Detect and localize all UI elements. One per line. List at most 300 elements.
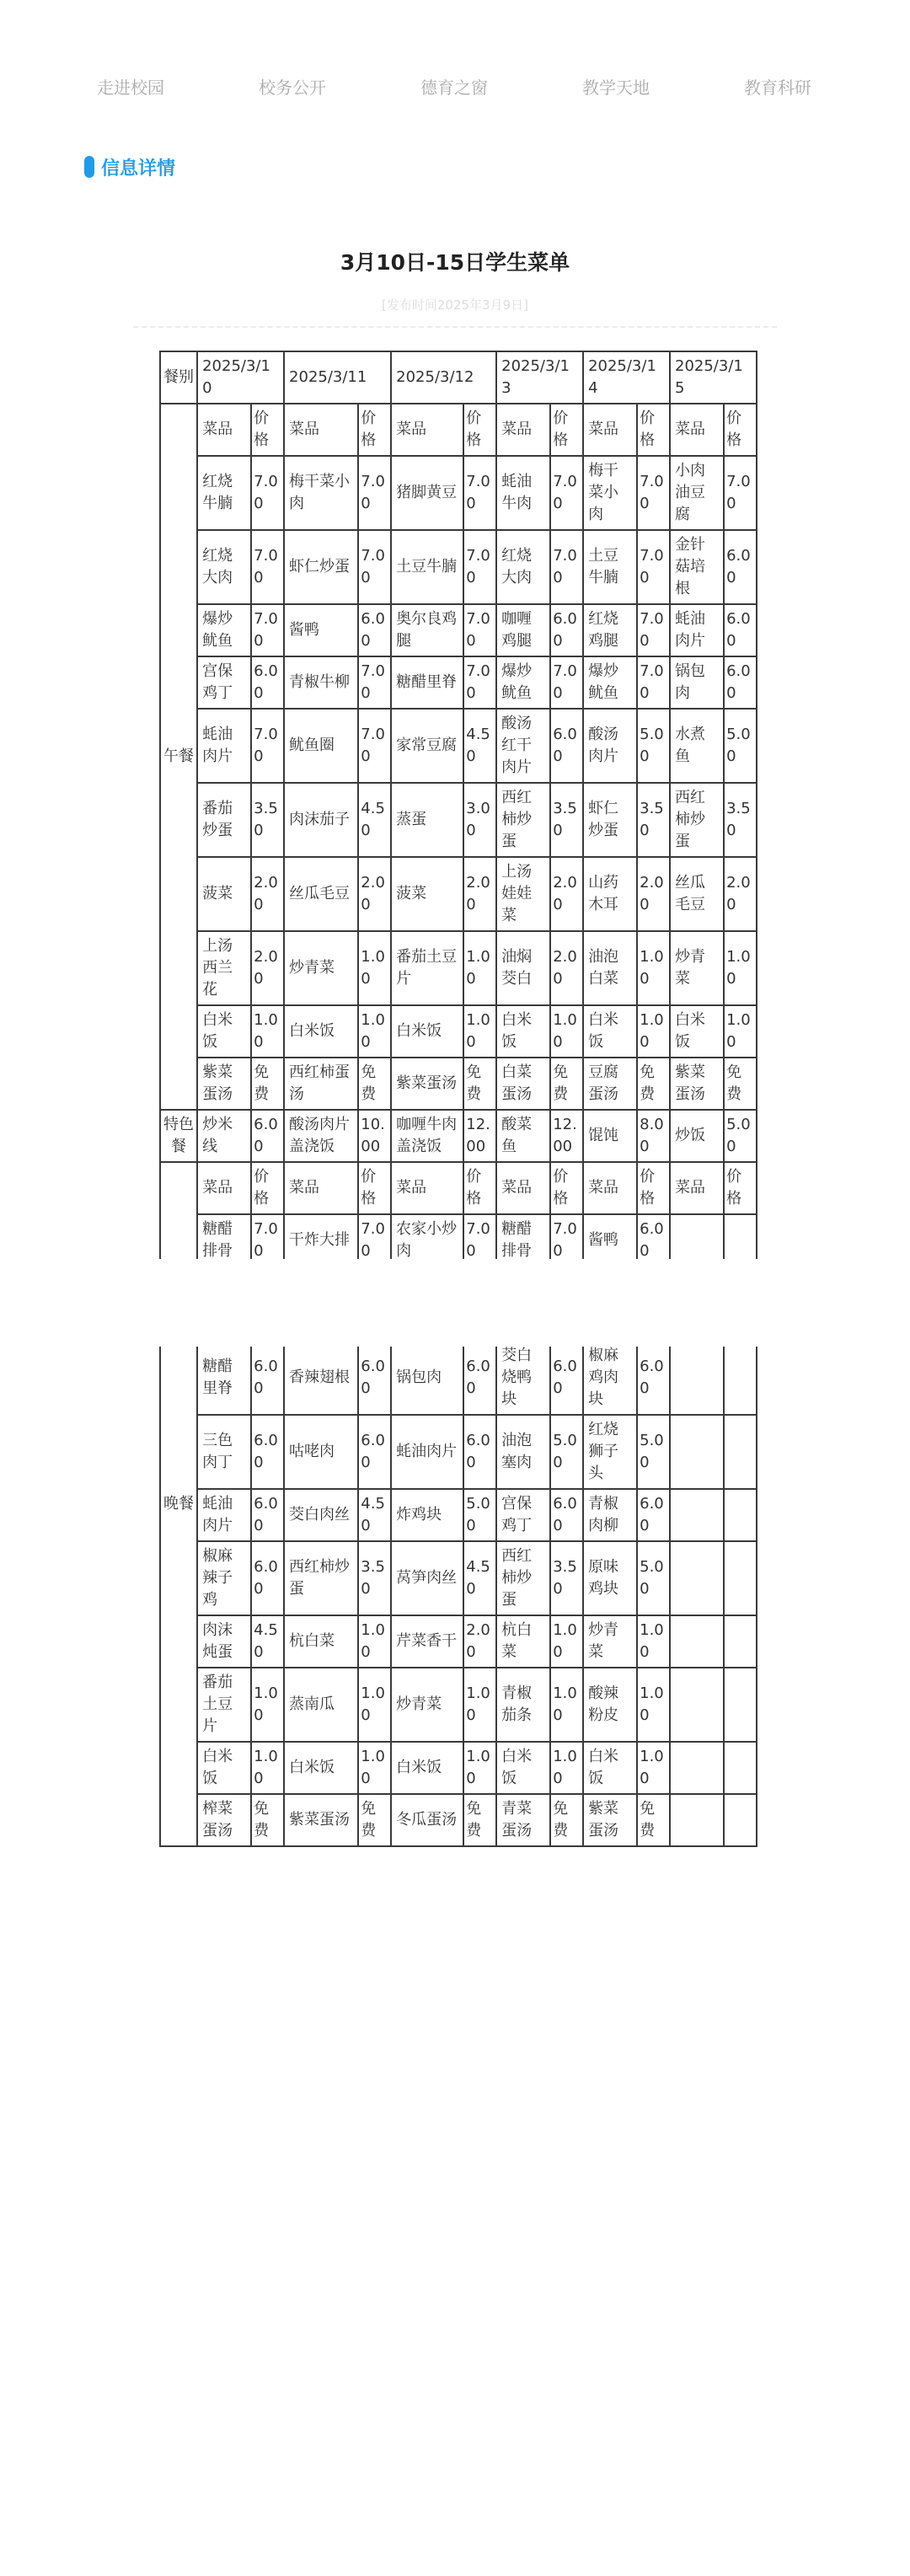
- dish-header: 菜品: [670, 404, 724, 456]
- price-cell: 2.00: [550, 931, 583, 1005]
- table-row: [160, 1415, 757, 1489]
- dish-cell: 白米饭: [391, 1005, 463, 1058]
- dish-cell: 水煮鱼: [670, 709, 724, 783]
- price-cell: 6.00: [358, 1347, 391, 1415]
- divider: [133, 326, 777, 328]
- dish-cell: 红烧大肉: [496, 530, 550, 604]
- date-header: 2025/3/14: [583, 351, 670, 404]
- price-cell: 7.00: [463, 656, 496, 709]
- price-cell: 6.00: [637, 1214, 670, 1259]
- dish-cell: 白米饭: [391, 1742, 463, 1794]
- dish-cell: 西红柿炒蛋: [284, 1541, 358, 1615]
- price-cell: 7.00: [463, 456, 496, 530]
- dish-cell: 白米饭: [583, 1742, 637, 1794]
- dish-cell: 梅干菜小肉: [284, 456, 358, 530]
- price-cell: 7.00: [463, 1214, 496, 1259]
- price-cell: 7.00: [358, 709, 391, 783]
- price-header: 价格: [358, 1162, 391, 1214]
- dish-cell: 椒麻辣子鸡: [197, 1541, 251, 1615]
- price-cell: 1.00: [463, 1668, 496, 1742]
- dish-header: 菜品: [670, 1162, 724, 1214]
- dish-cell: 奥尔良鸡腿: [391, 604, 463, 656]
- dish-cell: 酸菜鱼: [496, 1110, 550, 1162]
- price-cell: 7.00: [463, 604, 496, 656]
- dish-cell: [670, 1742, 724, 1794]
- dish-cell: 紫菜蛋汤: [583, 1794, 637, 1846]
- dish-cell: 青椒茄条: [496, 1668, 550, 1742]
- price-header: 价格: [550, 404, 583, 456]
- price-cell: [724, 1794, 757, 1846]
- dish-cell: 干炸大排: [284, 1214, 358, 1259]
- dish-header: 菜品: [583, 404, 637, 456]
- price-cell: 4.50: [251, 1615, 284, 1668]
- dish-cell: 丝瓜毛豆: [284, 857, 358, 931]
- meal-type-label: 特色餐: [160, 1110, 197, 1162]
- dish-cell: 紫菜蛋汤: [670, 1058, 724, 1110]
- menu-table: [159, 351, 757, 1259]
- table-row: [160, 783, 757, 857]
- dish-cell: 酸汤肉片: [583, 709, 637, 783]
- price-cell: 3.00: [463, 783, 496, 857]
- dish-cell: 鱿鱼圈: [284, 709, 358, 783]
- price-cell: 7.00: [251, 604, 284, 656]
- dish-cell: 山药木耳: [583, 857, 637, 931]
- price-cell: 6.00: [251, 1110, 284, 1162]
- dish-cell: 三色肉丁: [197, 1415, 251, 1489]
- dish-header: 菜品: [391, 1162, 463, 1214]
- nav-item[interactable]: 校务公开: [259, 78, 326, 98]
- dish-header: 菜品: [284, 404, 358, 456]
- dish-cell: [670, 1347, 724, 1415]
- price-cell: 2.00: [463, 1615, 496, 1668]
- price-cell: 6.00: [724, 530, 757, 604]
- table-row: [160, 1214, 757, 1259]
- price-cell: 4.50: [463, 709, 496, 783]
- price-cell: 免费: [251, 1794, 284, 1846]
- price-cell: 7.00: [251, 709, 284, 783]
- price-cell: 6.00: [251, 656, 284, 709]
- dish-cell: 白米饭: [284, 1742, 358, 1794]
- price-cell: 5.00: [637, 1541, 670, 1615]
- dish-cell: [670, 1415, 724, 1489]
- price-cell: [724, 1615, 757, 1668]
- dish-cell: 炒青菜: [583, 1615, 637, 1668]
- price-cell: 1.00: [463, 1005, 496, 1058]
- dish-cell: 炒米线: [197, 1110, 251, 1162]
- dish-cell: 西红柿炒蛋: [496, 1541, 550, 1615]
- dish-cell: 馄饨: [583, 1110, 637, 1162]
- dish-cell: 油泡白菜: [583, 931, 637, 1005]
- dish-cell: 梅干菜小肉: [583, 456, 637, 530]
- price-cell: 免费: [251, 1058, 284, 1110]
- dish-cell: [670, 1541, 724, 1615]
- table-row: [160, 709, 757, 783]
- dish-cell: 榨菜蛋汤: [197, 1794, 251, 1846]
- dish-cell: 紫菜蛋汤: [284, 1794, 358, 1846]
- dish-cell: 猪脚黄豆: [391, 456, 463, 530]
- meal-type-header: 餐别: [160, 351, 197, 404]
- date-header: 2025/3/11: [284, 351, 391, 404]
- price-header: 价格: [463, 1162, 496, 1214]
- dish-cell: 茭白烧鸭块: [496, 1347, 550, 1415]
- table-row: [160, 857, 757, 931]
- price-cell: 1.00: [550, 1742, 583, 1794]
- price-cell: 6.00: [550, 604, 583, 656]
- table-row: [160, 1615, 757, 1668]
- price-cell: 12.00: [463, 1110, 496, 1162]
- price-cell: [724, 1489, 757, 1541]
- price-cell: 免费: [637, 1058, 670, 1110]
- price-cell: 免费: [358, 1794, 391, 1846]
- dish-cell: 锅包肉: [670, 656, 724, 709]
- dish-cell: 农家小炒肉: [391, 1214, 463, 1259]
- dish-cell: 炒青菜: [284, 931, 358, 1005]
- dish-cell: 肉沫茄子: [284, 783, 358, 857]
- dish-cell: 白米饭: [583, 1005, 637, 1058]
- price-cell: 8.00: [637, 1110, 670, 1162]
- dish-cell: 酸汤红干肉片: [496, 709, 550, 783]
- column-header-row: [160, 404, 757, 456]
- price-cell: 7.00: [251, 530, 284, 604]
- dish-cell: 炒青菜: [391, 1668, 463, 1742]
- price-cell: 5.00: [550, 1415, 583, 1489]
- dish-cell: 蚝油牛肉: [496, 456, 550, 530]
- section-marker-icon: [84, 156, 94, 178]
- price-cell: 1.00: [358, 931, 391, 1005]
- price-cell: 6.00: [463, 1415, 496, 1489]
- dish-cell: 酸辣粉皮: [583, 1668, 637, 1742]
- section-title: [84, 153, 175, 180]
- price-cell: 7.00: [637, 656, 670, 709]
- dish-cell: 豆腐蛋汤: [583, 1058, 637, 1110]
- price-cell: 1.00: [724, 931, 757, 1005]
- price-cell: 12.00: [550, 1110, 583, 1162]
- dish-header: 菜品: [284, 1162, 358, 1214]
- price-cell: 1.00: [463, 931, 496, 1005]
- dish-cell: 咖喱牛肉盖浇饭: [391, 1110, 463, 1162]
- dish-cell: 白菜蛋汤: [496, 1058, 550, 1110]
- dish-cell: 宫保鸡丁: [496, 1489, 550, 1541]
- price-cell: 1.00: [637, 1005, 670, 1058]
- price-cell: [724, 1415, 757, 1489]
- dish-cell: 白米饭: [284, 1005, 358, 1058]
- dish-cell: 青椒牛柳: [284, 656, 358, 709]
- dish-cell: 酱鸭: [583, 1214, 637, 1259]
- price-cell: 1.00: [251, 1668, 284, 1742]
- price-cell: 免费: [550, 1794, 583, 1846]
- table-row: [160, 1794, 757, 1846]
- publish-date: [发布时间2025年3月9日]: [382, 297, 528, 313]
- dish-cell: 番茄土豆片: [197, 1668, 251, 1742]
- dish-cell: [670, 1489, 724, 1541]
- price-cell: 1.00: [724, 1005, 757, 1058]
- dish-cell: 丝瓜毛豆: [670, 857, 724, 931]
- price-cell: 7.00: [251, 456, 284, 530]
- price-cell: 2.00: [251, 931, 284, 1005]
- price-cell: 1.00: [550, 1668, 583, 1742]
- dish-cell: [670, 1615, 724, 1668]
- price-cell: 免费: [724, 1058, 757, 1110]
- dish-cell: 椒麻鸡肉块: [583, 1347, 637, 1415]
- dish-cell: 糖醋里脊: [391, 656, 463, 709]
- price-cell: 1.00: [637, 1615, 670, 1668]
- price-cell: 2.00: [637, 857, 670, 931]
- price-cell: 2.00: [251, 857, 284, 931]
- price-cell: [724, 1347, 757, 1415]
- price-cell: [724, 1742, 757, 1794]
- dish-cell: 土豆牛腩: [583, 530, 637, 604]
- date-header: 2025/3/10: [197, 351, 284, 404]
- dish-cell: 上汤娃娃菜: [496, 857, 550, 931]
- dish-cell: 糖醋排骨: [496, 1214, 550, 1259]
- article-title: 3月10日-15日学生菜单: [340, 250, 570, 275]
- price-cell: 7.00: [358, 656, 391, 709]
- price-header: 价格: [358, 404, 391, 456]
- dish-cell: 咖喱鸡腿: [496, 604, 550, 656]
- price-cell: 7.00: [251, 1214, 284, 1259]
- dish-header: 菜品: [496, 1162, 550, 1214]
- price-cell: 6.00: [637, 1489, 670, 1541]
- dish-cell: 土豆牛腩: [391, 530, 463, 604]
- dish-cell: 杭白菜: [496, 1615, 550, 1668]
- price-cell: 7.00: [550, 530, 583, 604]
- price-cell: 2.00: [358, 857, 391, 931]
- dish-cell: 菠菜: [391, 857, 463, 931]
- dish-cell: 酱鸭: [284, 604, 358, 656]
- price-cell: 6.00: [251, 1489, 284, 1541]
- dish-header: 菜品: [197, 404, 251, 456]
- table-row: [160, 931, 757, 1005]
- price-cell: 7.00: [358, 456, 391, 530]
- price-cell: [724, 1214, 757, 1259]
- section-title-text: 信息详情: [101, 158, 176, 179]
- price-cell: 1.00: [358, 1615, 391, 1668]
- price-cell: 7.00: [358, 1214, 391, 1259]
- price-cell: 6.00: [550, 1347, 583, 1415]
- price-cell: 3.50: [550, 783, 583, 857]
- dish-cell: 番茄炒蛋: [197, 783, 251, 857]
- dish-cell: 油泡塞肉: [496, 1415, 550, 1489]
- table-row: [160, 1347, 757, 1415]
- price-cell: 1.00: [251, 1742, 284, 1794]
- dish-cell: 红烧鸡腿: [583, 604, 637, 656]
- dish-cell: 爆炒鱿鱼: [496, 656, 550, 709]
- dish-cell: 西红柿炒蛋: [496, 783, 550, 857]
- dish-cell: 蚝油肉片: [197, 1489, 251, 1541]
- price-cell: 1.00: [637, 1668, 670, 1742]
- dish-header: 菜品: [583, 1162, 637, 1214]
- price-cell: 7.00: [358, 530, 391, 604]
- dish-cell: 白米饭: [670, 1005, 724, 1058]
- dish-cell: 酸汤肉片盖浇饭: [284, 1110, 358, 1162]
- price-cell: 3.50: [637, 783, 670, 857]
- price-cell: 7.00: [550, 656, 583, 709]
- price-cell: 10.00: [358, 1110, 391, 1162]
- nav-item[interactable]: 教学天地: [582, 78, 650, 98]
- meal-type-label: 午餐: [160, 404, 197, 1110]
- dish-cell: 白米饭: [197, 1005, 251, 1058]
- dish-cell: [670, 1214, 724, 1259]
- dish-cell: 杭白菜: [284, 1615, 358, 1668]
- price-cell: [724, 1541, 757, 1615]
- price-cell: 6.00: [550, 709, 583, 783]
- table-row: [160, 1668, 757, 1742]
- dish-cell: 爆炒鱿鱼: [197, 604, 251, 656]
- price-cell: 3.50: [251, 783, 284, 857]
- menu-table-part-2: [159, 1347, 757, 2523]
- dish-cell: 油焖茭白: [496, 931, 550, 1005]
- column-header-row: [160, 1162, 757, 1214]
- price-cell: 1.00: [358, 1005, 391, 1058]
- nav-item[interactable]: 德育之窗: [420, 78, 488, 98]
- price-cell: 3.50: [550, 1541, 583, 1615]
- dish-cell: 红烧牛腩: [197, 456, 251, 530]
- dish-cell: 炸鸡块: [391, 1489, 463, 1541]
- dish-cell: 蚝油肉片: [670, 604, 724, 656]
- dish-cell: 蒸蛋: [391, 783, 463, 857]
- price-cell: 7.00: [724, 456, 757, 530]
- dish-cell: 白米饭: [496, 1005, 550, 1058]
- price-cell: 2.00: [463, 857, 496, 931]
- price-header: 价格: [724, 1162, 757, 1214]
- dish-cell: 西红柿蛋汤: [284, 1058, 358, 1110]
- price-cell: 1.00: [550, 1005, 583, 1058]
- dish-cell: 锅包肉: [391, 1347, 463, 1415]
- nav-item[interactable]: 教育科研: [744, 78, 811, 98]
- price-cell: 7.00: [637, 456, 670, 530]
- price-cell: 6.00: [251, 1415, 284, 1489]
- price-cell: 3.50: [358, 1541, 391, 1615]
- dish-cell: 金针菇培根: [670, 530, 724, 604]
- price-header: 价格: [251, 1162, 284, 1214]
- dish-cell: 肉沫炖蛋: [197, 1615, 251, 1668]
- price-cell: 3.50: [724, 783, 757, 857]
- dish-cell: 红烧狮子头: [583, 1415, 637, 1489]
- price-cell: 5.00: [724, 1110, 757, 1162]
- dish-cell: 青菜蛋汤: [496, 1794, 550, 1846]
- dish-cell: 白米饭: [496, 1742, 550, 1794]
- dish-cell: 青椒肉柳: [583, 1489, 637, 1541]
- price-cell: 5.00: [637, 1415, 670, 1489]
- dish-cell: 番茄土豆片: [391, 931, 463, 1005]
- nav-item[interactable]: 走进校园: [97, 78, 164, 98]
- price-cell: 2.00: [550, 857, 583, 931]
- dish-header: 菜品: [197, 1162, 251, 1214]
- dish-cell: 虾仁炒蛋: [284, 530, 358, 604]
- dish-cell: 上汤西兰花: [197, 931, 251, 1005]
- dish-cell: 蚝油肉片: [197, 709, 251, 783]
- price-header: 价格: [550, 1162, 583, 1214]
- price-cell: 免费: [550, 1058, 583, 1110]
- meal-type-label: 晚餐: [160, 1347, 197, 1846]
- table-row: [160, 1005, 757, 1058]
- price-cell: 1.00: [358, 1742, 391, 1794]
- table-row: [160, 1541, 757, 1615]
- price-cell: 5.00: [637, 709, 670, 783]
- dish-cell: [670, 1668, 724, 1742]
- price-cell: 6.00: [724, 604, 757, 656]
- price-cell: 1.00: [251, 1005, 284, 1058]
- date-header: 2025/3/13: [496, 351, 583, 404]
- price-cell: 5.00: [463, 1489, 496, 1541]
- price-cell: 免费: [358, 1058, 391, 1110]
- price-cell: 7.00: [550, 1214, 583, 1259]
- dish-cell: 宫保鸡丁: [197, 656, 251, 709]
- price-cell: 6.00: [724, 656, 757, 709]
- price-cell: 4.50: [358, 783, 391, 857]
- table-row: [160, 1058, 757, 1110]
- menu-table: [159, 1347, 757, 1847]
- price-header: 价格: [251, 404, 284, 456]
- price-cell: 1.00: [550, 1615, 583, 1668]
- dish-cell: 紫菜蛋汤: [391, 1058, 463, 1110]
- dish-cell: 芹菜香干: [391, 1615, 463, 1668]
- table-row: [160, 1742, 757, 1794]
- dish-cell: [670, 1794, 724, 1846]
- menu-table-part-1: [159, 351, 757, 1259]
- price-cell: 4.50: [358, 1489, 391, 1541]
- date-header-row: [160, 351, 757, 404]
- dish-cell: 炒青菜: [670, 931, 724, 1005]
- price-cell: [724, 1668, 757, 1742]
- dish-cell: 香辣翅根: [284, 1347, 358, 1415]
- price-cell: 4.50: [463, 1541, 496, 1615]
- meal-type-label: [160, 1162, 197, 1259]
- price-cell: 免费: [637, 1794, 670, 1846]
- dish-cell: 蒸南瓜: [284, 1668, 358, 1742]
- dish-cell: 家常豆腐: [391, 709, 463, 783]
- dish-cell: 紫菜蛋汤: [197, 1058, 251, 1110]
- price-cell: 7.00: [637, 604, 670, 656]
- dish-cell: 红烧大肉: [197, 530, 251, 604]
- price-cell: 6.00: [251, 1347, 284, 1415]
- price-cell: 7.00: [463, 530, 496, 604]
- price-header: 价格: [463, 404, 496, 456]
- price-cell: 1.00: [637, 931, 670, 1005]
- dish-cell: 茭白肉丝: [284, 1489, 358, 1541]
- price-cell: 6.00: [358, 1415, 391, 1489]
- price-cell: 6.00: [637, 1347, 670, 1415]
- price-cell: 1.00: [637, 1742, 670, 1794]
- top-nav: [0, 71, 910, 104]
- dish-cell: 原味鸡块: [583, 1541, 637, 1615]
- dish-cell: 爆炒鱿鱼: [583, 656, 637, 709]
- dish-cell: 糖醋排骨: [197, 1214, 251, 1259]
- table-row: [160, 656, 757, 709]
- table-row: [160, 604, 757, 656]
- dish-cell: 炒饭: [670, 1110, 724, 1162]
- price-cell: 6.00: [251, 1541, 284, 1615]
- price-cell: 免费: [463, 1058, 496, 1110]
- dish-cell: 白米饭: [197, 1742, 251, 1794]
- dish-cell: 糖醋里脊: [197, 1347, 251, 1415]
- dish-cell: 菠菜: [197, 857, 251, 931]
- price-header: 价格: [637, 1162, 670, 1214]
- price-cell: 7.00: [550, 456, 583, 530]
- dish-cell: 冬瓜蛋汤: [391, 1794, 463, 1846]
- price-cell: 6.00: [358, 604, 391, 656]
- price-header: 价格: [637, 404, 670, 456]
- table-row: [160, 456, 757, 530]
- price-cell: 5.00: [724, 709, 757, 783]
- dish-cell: 西红柿炒蛋: [670, 783, 724, 857]
- table-row: [160, 1489, 757, 1541]
- date-header: 2025/3/15: [670, 351, 757, 404]
- price-cell: 免费: [463, 1794, 496, 1846]
- price-header: 价格: [724, 404, 757, 456]
- dish-cell: 虾仁炒蛋: [583, 783, 637, 857]
- price-cell: 7.00: [637, 530, 670, 604]
